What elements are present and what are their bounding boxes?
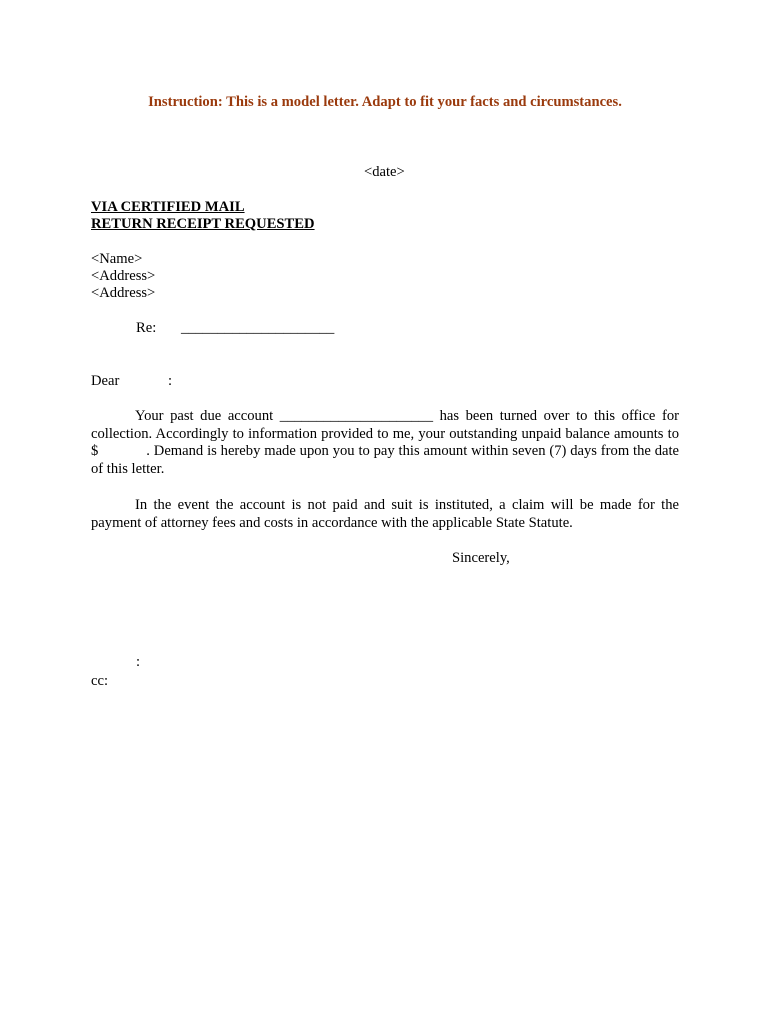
recipient-address-2: <Address> — [91, 285, 156, 301]
via-certified-mail: VIA CERTIFIED MAIL — [91, 199, 245, 215]
instruction-banner: Instruction: This is a model letter. Adapt to fit your facts and circumstances. — [148, 94, 622, 110]
letter-date: <date> — [364, 164, 405, 180]
salutation-dear: Dear — [91, 373, 120, 389]
paragraph-suit — [91, 497, 679, 532]
closing-sincerely: Sincerely, — [452, 550, 510, 566]
re-label: Re: — [136, 320, 157, 336]
salutation-colon: : — [168, 373, 173, 389]
re-blank-line: _____________________ — [181, 320, 335, 336]
recipient-name: <Name> — [91, 251, 143, 267]
paragraph1-part2: has been turned over to this office for collection. Accordingly to information provided to me, your outstanding unpaid balance amounts to $ — [91, 408, 679, 460]
paragraph1-part1: Your past due account — [135, 408, 274, 424]
return-receipt-requested: RETURN RECEIPT REQUESTED — [91, 216, 315, 232]
account-blank-line: _____________________ — [279, 408, 434, 424]
signature-colon: : — [136, 654, 141, 670]
paragraph1-part3: . Demand is hereby made upon you to pay this amount within seven (7) days from the date of this letter. — [91, 443, 679, 477]
paragraph2-text: In the event the account is not paid and suit is instituted, a claim will be made for the payment of attorney fees and costs in accordance with the applicable State Statute. — [91, 497, 679, 531]
cc-label: cc: — [91, 673, 109, 689]
recipient-address-1: <Address> — [91, 268, 156, 284]
paragraph-past-due — [91, 408, 679, 478]
